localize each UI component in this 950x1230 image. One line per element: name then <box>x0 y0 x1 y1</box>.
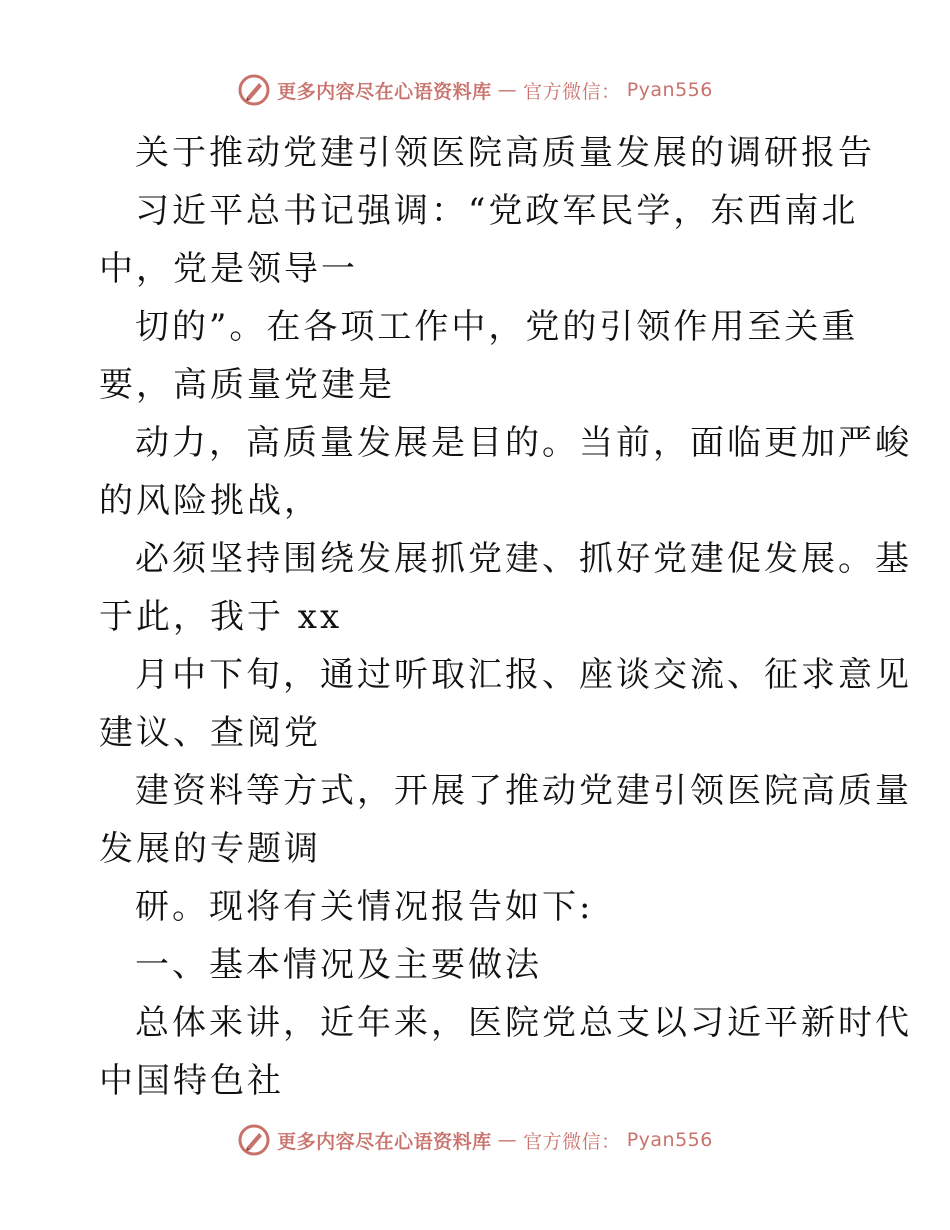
text-line: 研。现将有关情况报告如下: <box>135 887 594 927</box>
header-watermark <box>0 70 950 110</box>
watermark-wechat-id: Pyan556 <box>626 79 713 101</box>
pen-logo-icon <box>237 73 271 107</box>
watermark-wechat-id: Pyan556 <box>626 1129 713 1151</box>
watermark-separator: — <box>497 79 518 101</box>
text-line: 动力，高质量发展是目的。当前，面临更加严峻 <box>135 423 912 463</box>
text-line: 习近平总书记强调：“党政军民学，东西南北 <box>135 191 859 231</box>
text-line: 发展的专题调 <box>99 829 321 869</box>
watermark-wechat-label: 官方微信： <box>523 80 621 103</box>
text-line: 的风险挑战， <box>99 481 321 521</box>
text-line: 于此，我于 xx <box>99 597 343 637</box>
text-line: 要，高质量党建是 <box>99 365 395 405</box>
pen-logo-icon <box>237 1123 271 1157</box>
text-line: 切的”。在各项工作中，党的引领作用至关重 <box>135 307 859 347</box>
watermark-separator: — <box>497 1129 518 1151</box>
watermark-wechat-label: 官方微信： <box>523 1130 621 1153</box>
footer-watermark <box>0 1120 950 1160</box>
text-line: 建议、查阅党 <box>99 713 321 753</box>
text-line: 中国特色社 <box>99 1061 284 1101</box>
document-body <box>99 124 912 1110</box>
text-line: 必须坚持围绕发展抓党建、抓好党建促发展。基 <box>135 539 912 579</box>
text-line: 一、基本情况及主要做法 <box>135 945 542 985</box>
text-line: 月中下旬，通过听取汇报、座谈交流、征求意见 <box>135 655 912 695</box>
text-line: 建资料等方式，开展了推动党建引领医院高质量 <box>135 771 912 811</box>
text-line: 总体来讲，近年来，医院党总支以习近平新时代 <box>135 1003 912 1043</box>
watermark-brand: 更多内容尽在心语资料库 <box>277 80 492 103</box>
text-line: 中，党是领导一 <box>99 249 358 289</box>
document-title: 关于推动党建引领医院高质量发展的调研报告 <box>135 133 875 173</box>
watermark-brand: 更多内容尽在心语资料库 <box>277 1130 492 1153</box>
